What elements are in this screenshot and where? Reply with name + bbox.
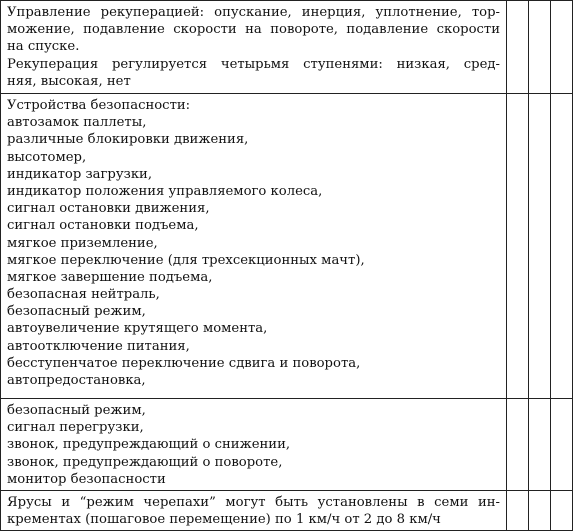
text-line: индикатор загрузки, (7, 166, 153, 182)
table-row (1, 94, 573, 399)
text-line: безопасный режим, (7, 403, 146, 418)
text-line: безопасная нейтраль, (7, 287, 160, 303)
text-line: сигнал перегрузки, (7, 420, 144, 436)
text-line: сигнал остановки подъема, (7, 218, 199, 234)
mark-cell (529, 399, 551, 491)
text-line: звонок, предупреждающий о снижении, (7, 437, 291, 453)
text-cell (1, 1, 507, 94)
text-line: автоувеличение крутящего момента, (7, 321, 268, 337)
text-line: высотомер, (7, 149, 87, 165)
text-line: сигнал остановки движения, (7, 201, 210, 217)
text-line: мягкое приземление, (7, 235, 158, 251)
text-line: Рекуперация регулируется четырьмя ступенями: низкая, сред- (7, 56, 500, 72)
text-cell (1, 490, 507, 530)
mark-cell (551, 399, 573, 491)
mark-cell (529, 1, 551, 94)
text-line: монитор безопасности (7, 471, 166, 487)
text-cell (1, 399, 507, 491)
text-line: безопасный режим, (7, 304, 146, 320)
table-row (1, 399, 573, 491)
text-line: крементах (пошаговое перемещение) по 1 км/ч от 2 до 8 км/ч (7, 512, 441, 528)
text-line: Управление рекуперацией: опускание, инерция, уплотнение, тор- (7, 5, 500, 20)
text-line: индикатор положения управляемого колеса, (7, 183, 323, 199)
text-line: можение, подавление скорости на повороте, подавление скорости (7, 22, 500, 38)
text-line: на спуске. (7, 39, 80, 55)
mark-cell (551, 94, 573, 399)
text-line: мягкое завершение подъема, (7, 269, 213, 285)
text-line: автозамок паллеты, (7, 115, 147, 131)
text-line: звонок, предупреждающий о повороте, (7, 454, 283, 470)
table-row (1, 1, 573, 94)
mark-cell (529, 94, 551, 399)
text-line: автоотключение питания, (7, 338, 190, 354)
table-row (1, 490, 573, 530)
mark-cell (507, 399, 529, 491)
mark-cell (507, 490, 529, 530)
text-line: няя, высокая, нет (7, 73, 131, 89)
mark-cell (529, 490, 551, 530)
text-line: автопредостановка, (7, 373, 146, 388)
text-line: Ярусы и “режим черепахи” могут быть установлены в семи ин- (7, 494, 500, 510)
mark-cell (507, 94, 529, 399)
text-line: мягкое переключение (для трехсекционных мачт), (7, 252, 365, 268)
text-line: Устройства безопасности: (7, 98, 191, 113)
mark-cell (507, 1, 529, 94)
text-line: бесступенчатое переключение сдвига и поворота, (7, 355, 361, 371)
mark-cell (551, 1, 573, 94)
text-line: различные блокировки движения, (7, 132, 249, 148)
mark-cell (551, 490, 573, 530)
text-cell (1, 94, 507, 399)
